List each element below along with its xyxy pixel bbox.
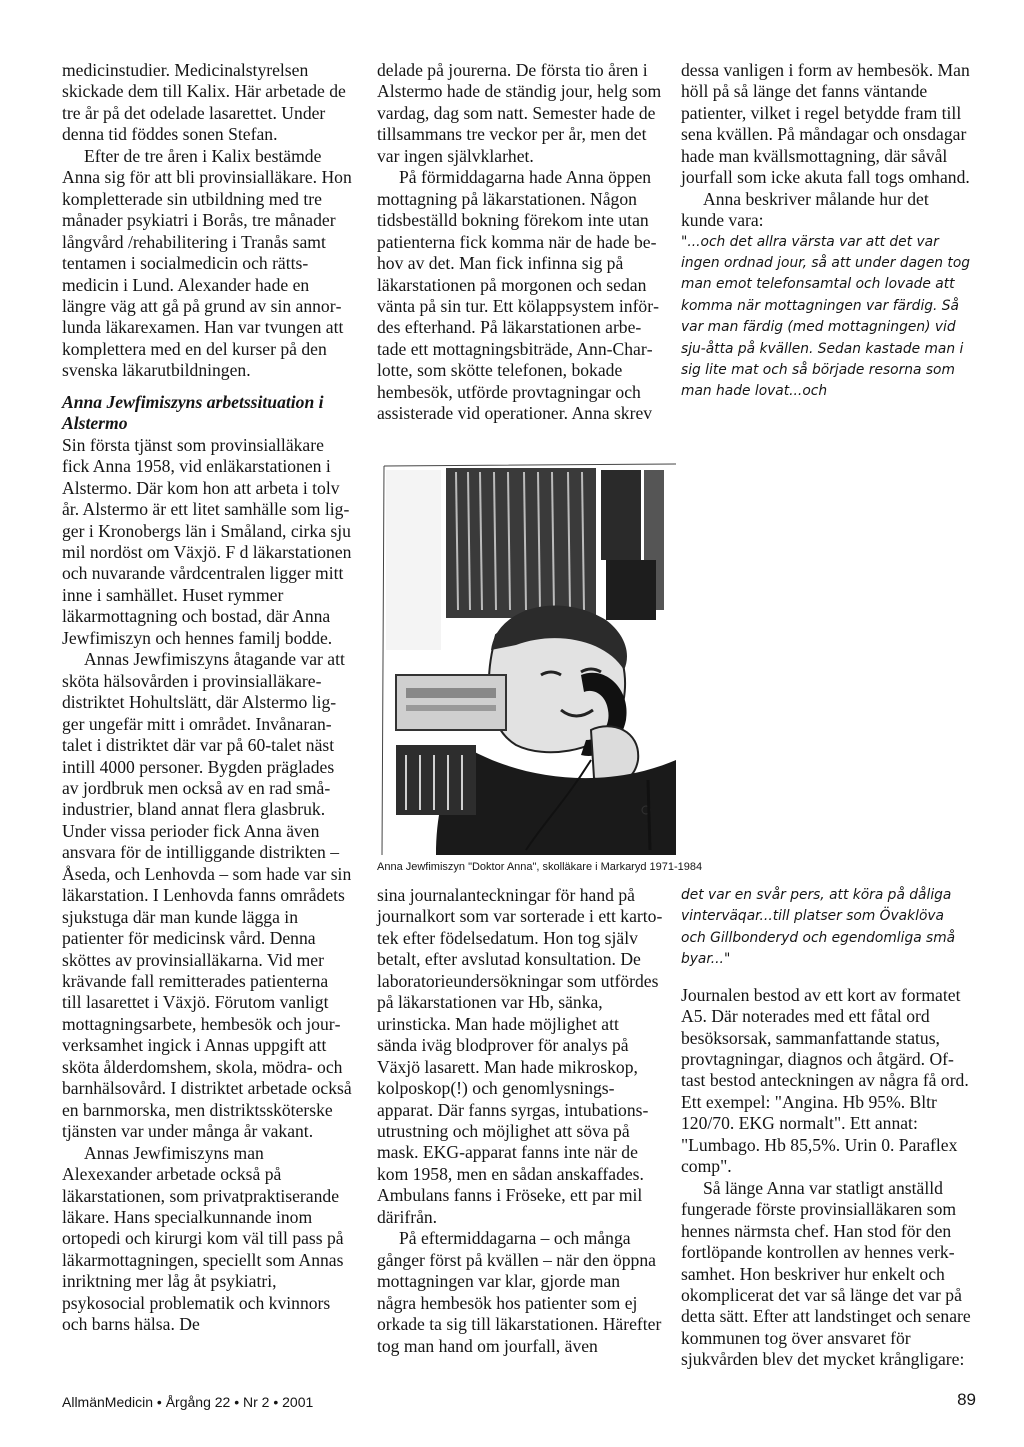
column-3 <box>681 60 971 403</box>
paragraph: dessa vanligen i form av hembesök. Man höll på så länge det fanns väntande patienter, vilket i regel betydde fram till sena kvällen. På måndagar och onsdagar hade man kvällsmottagning, där såvål jourfall som icke akuta fall togs omhand. <box>681 60 970 188</box>
paragraph: Annas Jewfimiszyns man Alexexander arbetade också på läkarstationen, som privatpraktiserande läkare. Hans specialkunnande inom ortopedi och kirurgi kom väl till pass på läkarmottagningen, speciellt som Annas inriktning mer låg åt psykiatri, psykosocial problematik och kvinnors och barns hälsa. De <box>62 1142 344 1335</box>
page-number: 89 <box>957 1390 976 1409</box>
paragraph: medicinstudier. Medicinalstyrelsen skickade dem till Kalix. Här arbetade de tre år på det odelade lasarettet. Under denna tid föddes sonen Stefan. <box>62 60 346 145</box>
paragraph: sina journalanteckningar för hand på journalkort som var sorterade i ett kartotek efter födelsedatum. Hon tog själv betalt, efter avslutad konsultation. De laboratorieundersökningar som utfördes på läkarstationen var Hb, sänka, urinsticka. Man hade möjlighet att sända iväg blodprover för analys på Växjö lasarett. Man hade mikroskop, kolposkop(!) och genomlysningsapparat. Där fanns syrgas, intubationsutrustning och möjlighet att söva på mask. EKG-apparat fanns inte när de kom 1958, men en sådan anskaffades. Ambulans fanns i Fröseke, ett par mil därifrån. <box>377 885 663 1227</box>
paragraph: Annas Jewfimiszyns åtagande var att sköta hälsovården i provinsialläkaredistriktet Hohultslätt, där Alstermo ligger ungefär mitt i området. Invånarantalet i distriktet där var på 60-talet näst intill 4000 personer. Bygden präglades av jordbruk men också av en rad småindustrier, bland annat flera glasbruk. Under vissa perioder fick Anna även ansvara för de intilliggande distrikten – Åseda, och Lenhovda – som hade var sin läkarstation. I Lenhovda fanns områdets sjukstuga där man kunde lägga in patienter för medicinsk vård. Denna sköttes av provinsialläkarna. Vid mer krävande fall remitterades patienterna till lasarettet i Växjö. Förutom vanligt mottagningsarbete, hembesök och jourverksamhet ingick i Annas uppgift att sköta ålderdomshem, skola, mödra- och barnhälsovård. I distriktet arbetade också en barnmorska, men distriktssköterske tjänsten var under många år vakant. <box>62 649 352 1142</box>
quote: det var en svår pers, att köra på dåliga vinterväqar...till platser som Övaklöva och Gillbonderyd och egendomliga små byar..." <box>681 887 956 968</box>
column-3-lower <box>681 885 971 1371</box>
column-2-lower <box>377 885 663 1357</box>
photo-caption: Anna Jewfimiszyn "Doktor Anna", skolläkare i Markaryd 1971-1984 <box>377 861 703 873</box>
photo-illustration <box>376 460 676 855</box>
paragraph: delade på jourerna. De första tio åren i Alstermo hade de ständig jour, helg som vardag, dag som natt. Semester hade de tillsammans tre veckor per år, men det var ingen självklarhet. <box>377 60 662 166</box>
column-2 <box>377 60 663 425</box>
paragraph: Efter de tre åren i Kalix bestämde Anna sig för att bli provinsialläkare. Hon kompletterade sin utbildning med tre månader psykiatri i Borås, tre månader långvård /rehabilitering i Tranås samt tentamen i socialmedicin och rättsmedicin i Lund. Alexander hade en längre väg att gå på grund av sin annorlunda läkarexamen. Han var tvungen att komplettera med en del kurser på den svenska läkarutbildningen. <box>62 145 352 381</box>
column-1 <box>62 60 352 1336</box>
paragraph: På eftermiddagarna – och många gånger först på kvällen – när den öppna mottagningen var klar, gjorde man några hembesök hos patienter som ej orkade ta sig till läkarstationen. Härefter tog man hand om jourfall, även <box>377 1228 662 1356</box>
paragraph: Sin första tjänst som provinsialläkare fick Anna 1958, vid enläkarstationen i Alstermo. Där kom hon att arbeta i tolv år. Alstermo är ett litet samhälle som ligger i Kronobergs län i Småland, cirka sju mil nordöst om Växjö. F d läkarstationen och nuvarande vårdcentralen ligger mitt inne i samhället. Huset rymmer läkarmottagning och bostad, där Anna Jewfimiszyn och hennes familj bodde. <box>62 434 352 648</box>
section-heading: Anna Jewfimiszyns arbetssituation i Alstermo <box>62 391 324 434</box>
paragraph: Så länge Anna var statligt anställd fungerade förste provinsialläkaren som hennes närmsta chef. Han stod för den fortlöpande kontrollen av hennes verksamhet. Hon beskriver hur enkelt och okomplicerat det var så länge det var på detta sätt. Efter att landstinget och senare kommunen tog över ansvaret för sjukvården blev det mycket krångligare: <box>681 1177 971 1370</box>
quote: "...och det allra värsta var att det var ingen ordnad jour, så att under dagen tog man emot telefonsamtal och lovade att komma när mottagningen var färdig. Så var man färdig (med mottagningen) vid sju-åtta på kvällen. Sedan kastade man i sig lite mat och så började resorna som man hade lovat...och <box>681 233 971 400</box>
paragraph: Anna beskriver målande hur det kunde vara: <box>681 188 929 231</box>
paragraph: Journalen bestod av ett kort av formatet A5. Där noterades med ett fåtal ord besöksorsak, sammanfattande status, provtagningar, diagnos och åtgärd. Oftast bestod anteckningen av några få ord. Ett exempel: "Angina. Hb 95%. Bltr 120/70. EKG normalt". Ett annat: "Lumbago. Hb 85,5%. Urin 0. Paraflex comp". <box>681 984 969 1177</box>
journal-footer: AllmänMedicin • Årgång 22 • Nr 2 • 2001 <box>62 1394 314 1410</box>
photo-woman-on-telephone <box>376 460 676 855</box>
paragraph: På förmiddagarna hade Anna öppen mottagning på läkarstationen. Någon tidsbeställd bokning förekom inte utan patienterna fick komma när de hade behov av det. Man fick infinna sig på läkarstationen på morgonen och sedan vänta på sin tur. Ett kölappsystem infördes efterhand. På läkarstationen arbetade ett mottagningsbiträde, Ann-Charlotte, som skötte telefonen, bokade hembesök, utförde provtagningar och assisterade vid operationer. Anna skrev <box>377 167 659 424</box>
